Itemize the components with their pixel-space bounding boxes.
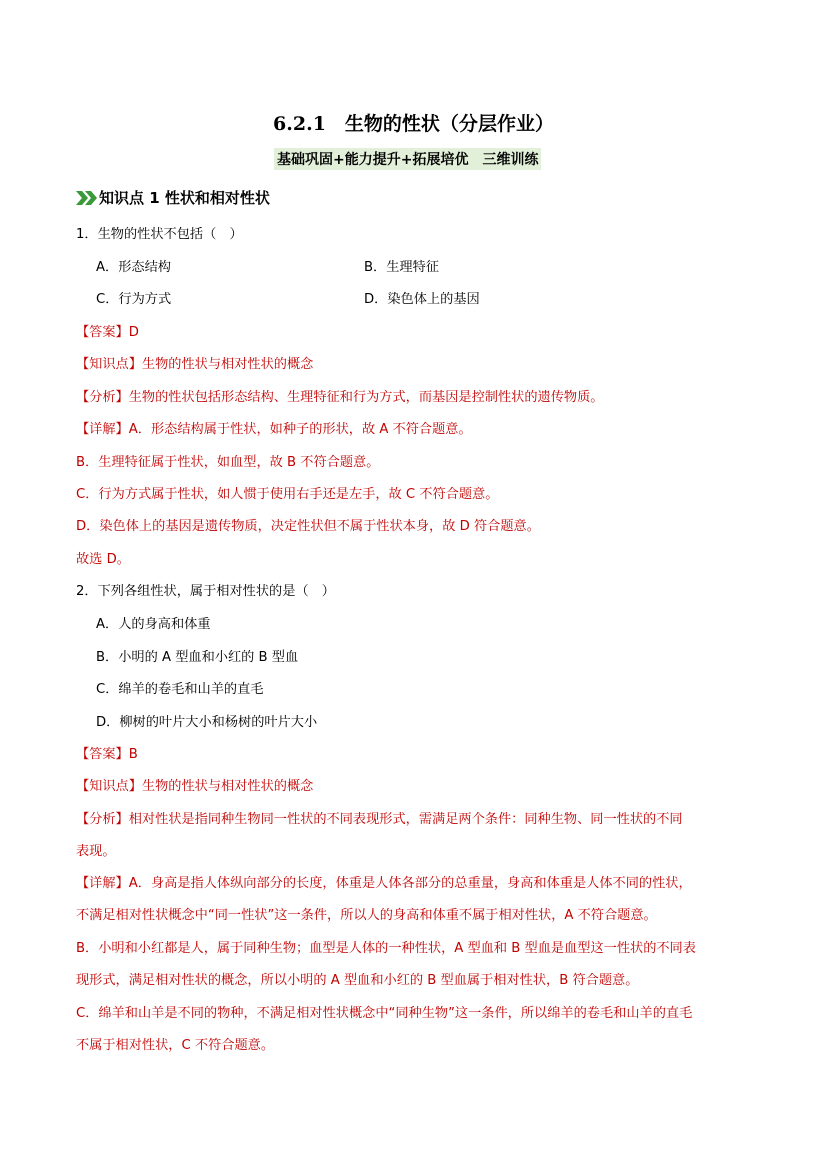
q2-analysis-line: 表现。 bbox=[76, 844, 116, 859]
q2-detail-line: 不属于相对性状，C 不符合题意。 bbox=[76, 1038, 275, 1053]
page-subtitle: 基础巩固+能力提升+拓展培优 三维训练 bbox=[274, 148, 541, 170]
q1-detail-line: B．生理特征属于性状，如血型，故 B 不符合题意。 bbox=[76, 455, 380, 470]
q1-analysis: 【分析】生物的性状包括形态结构、生理特征和行为方式，而基因是控制性状的遗传物质。 bbox=[76, 390, 604, 405]
section-label: 知识点 1 性状和相对性状 bbox=[99, 189, 270, 207]
q1-conclusion: 故选 D。 bbox=[76, 552, 130, 567]
q1-detail-line: D．染色体上的基因是遗传物质，决定性状但不属于性状本身，故 D 符合题意。 bbox=[76, 519, 540, 534]
q2-detail-line: 不满足相对性状概念中“同一性状”这一条件，所以人的身高和体重不属于相对性状，A 不符合题意。 bbox=[76, 908, 657, 923]
q2-option-b: B．小明的 A 型血和小红的 B 型血 bbox=[96, 650, 299, 665]
q1-detail-line: C．行为方式属于性状，如人惯于使用右手还是左手，故 C 不符合题意。 bbox=[76, 487, 499, 502]
section-heading bbox=[76, 187, 270, 208]
q1-option-b: B．生理特征 bbox=[364, 260, 439, 275]
page-title: 6.2.1 生物的性状（分层作业） bbox=[273, 113, 554, 135]
q2-option-c: C．绵羊的卷毛和山羊的直毛 bbox=[96, 682, 264, 697]
q2-knowledge: 【知识点】生物的性状与相对性状的概念 bbox=[76, 779, 314, 794]
q2-detail-line: 现形式，满足相对性状的概念，所以小明的 A 型血和小红的 B 型血属于相对性状，B 符合题意。 bbox=[76, 973, 639, 988]
q2-analysis-line: 【分析】相对性状是指同种生物同一性状的不同表现形式，需满足两个条件：同种生物、同一性状的不同 bbox=[76, 812, 683, 827]
q1-option-c: C．行为方式 bbox=[96, 292, 172, 307]
q1-detail-line: 【详解】A．形态结构属于性状，如种子的形状，故 A 不符合题意。 bbox=[76, 422, 472, 437]
q2-detail-line: B．小明和小红都是人，属于同种生物；血型是人体的一种性状，A 型血和 B 型血是血型这一性状的不同表 bbox=[76, 941, 696, 956]
q1-stem: 1．生物的性状不包括（ ） bbox=[76, 227, 243, 242]
q2-detail-line: 【详解】A．身高是指人体纵向部分的长度，体重是人体各部分的总重量，身高和体重是人体不同的性状， bbox=[76, 876, 692, 891]
q1-option-a: A．形态结构 bbox=[96, 260, 171, 275]
q2-stem: 2．下列各组性状，属于相对性状的是（ ） bbox=[76, 584, 335, 599]
q2-option-a: A．人的身高和体重 bbox=[96, 617, 211, 632]
q2-option-d: D．柳树的叶片大小和杨树的叶片大小 bbox=[96, 715, 318, 730]
q1-knowledge: 【知识点】生物的性状与相对性状的概念 bbox=[76, 357, 314, 372]
q2-answer: 【答案】B bbox=[76, 747, 138, 762]
q2-detail-line: C．绵羊和山羊是不同的物种，不满足相对性状概念中“同种生物”这一条件，所以绵羊的卷毛和山羊的直毛 bbox=[76, 1006, 693, 1021]
q1-answer: 【答案】D bbox=[76, 325, 139, 340]
q1-option-d: D．染色体上的基因 bbox=[364, 292, 480, 307]
double-chevron-icon bbox=[76, 191, 98, 205]
